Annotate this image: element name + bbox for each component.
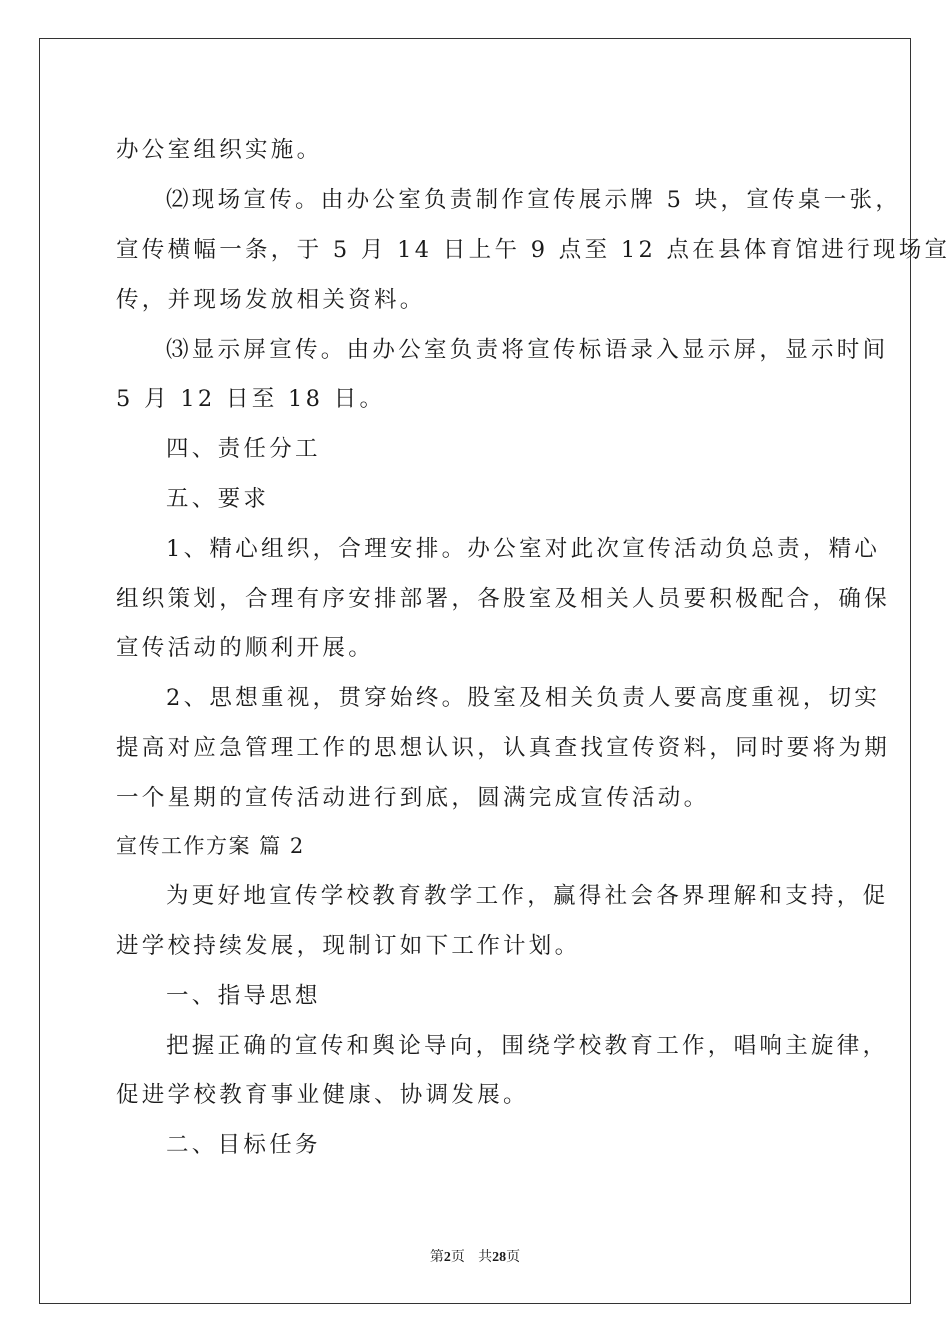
paragraph-line: 1、精心组织，合理安排。办公室对此次宣传活动负总责，精心 (166, 536, 881, 562)
paragraph-line: 提高对应急管理工作的思想认识，认真查找宣传资料，同时要将为期 (116, 735, 891, 761)
page-border (39, 38, 911, 1304)
footer-total-suffix: 页 (506, 1249, 521, 1265)
paragraph-line: 宣传活动的顺利开展。 (116, 635, 375, 661)
paragraph-line: 宣传横幅一条，于 5 月 14 日上午 9 点至 12 点在县体育馆进行现场宣 (116, 237, 950, 263)
paragraph-line: 办公室组织实施。 (116, 137, 323, 163)
section-heading: 四、责任分工 (166, 436, 321, 462)
section-heading: 五、要求 (166, 486, 270, 512)
paragraph-line: ⑵现场宣传。由办公室负责制作宣传展示牌 5 块，宣传桌一张， (166, 187, 902, 213)
paragraph-line: 组织策划，合理有序安排部署，各股室及相关人员要积极配合，确保 (116, 586, 891, 612)
footer-total-pages: 28 (492, 1250, 507, 1265)
paragraph-line: 一个星期的宣传活动进行到底，圆满完成宣传活动。 (116, 785, 710, 811)
paragraph-line: 传，并现场发放相关资料。 (116, 287, 426, 313)
paragraph-line: 促进学校教育事业健康、协调发展。 (116, 1082, 529, 1108)
section-heading: 二、目标任务 (166, 1132, 321, 1158)
footer-total-prefix: 共 (478, 1249, 493, 1265)
paragraph-line: 把握正确的宣传和舆论导向，围绕学校教育工作，唱响主旋律， (166, 1033, 889, 1059)
footer-page-number: 2 (443, 1250, 451, 1265)
paragraph-line: 进学校持续发展，现制订如下工作计划。 (116, 933, 581, 959)
paragraph-line: 5 月 12 日至 18 日。 (116, 386, 386, 412)
paragraph-line: 2、思想重视，贯穿始终。股室及相关负责人要高度重视，切实 (166, 685, 881, 711)
section-heading: 一、指导思想 (166, 983, 321, 1009)
document-title: 宣传工作方案 篇 2 (116, 834, 305, 858)
paragraph-line: 为更好地宣传学校教育教学工作，赢得社会各界理解和支持，促 (166, 883, 889, 909)
paragraph-line: ⑶显示屏宣传。由办公室负责将宣传标语录入显示屏，显示时间 (166, 337, 889, 363)
footer-page-suffix: 页 (450, 1249, 465, 1265)
footer-page-prefix: 第 (429, 1249, 444, 1265)
page-footer (0, 1248, 950, 1267)
